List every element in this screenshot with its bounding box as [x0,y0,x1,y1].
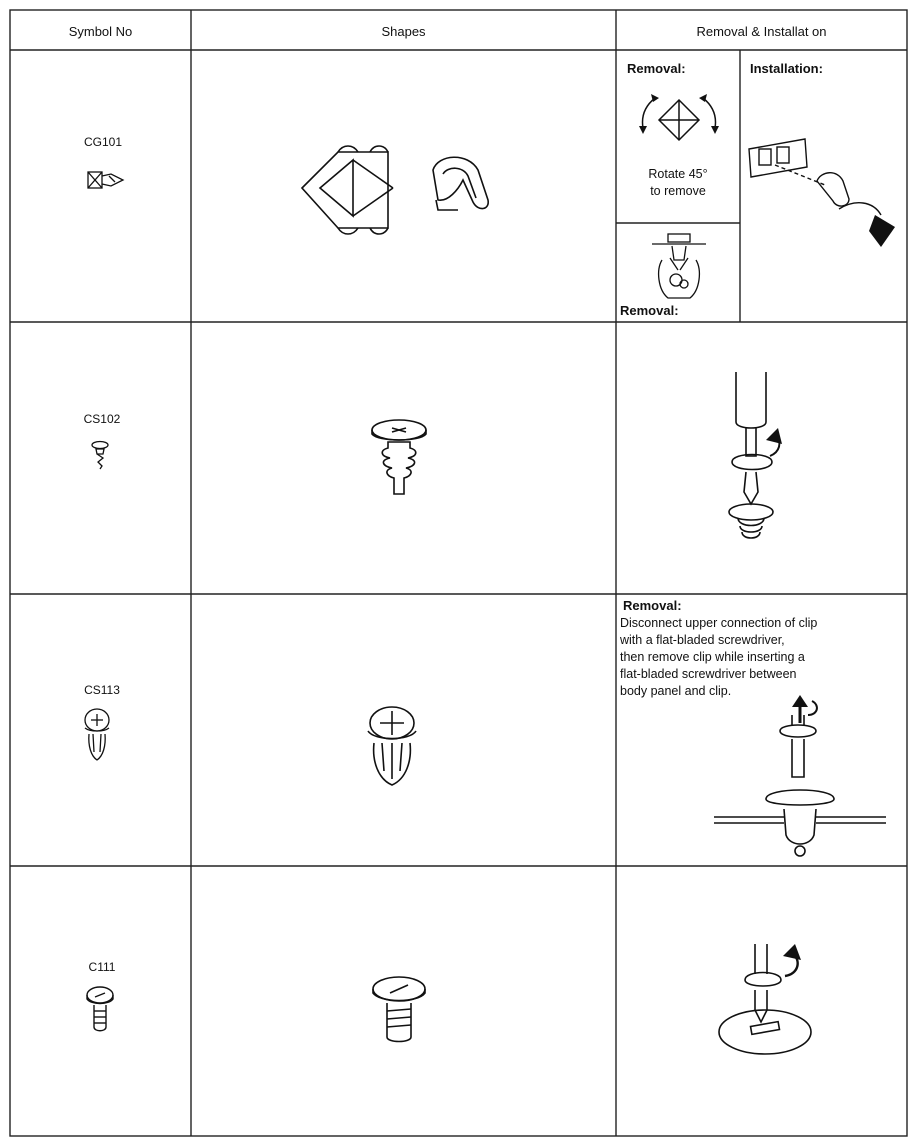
header-shapes: Shapes [381,24,426,39]
removal-label: Removal: [627,61,686,76]
symbol-number: CS102 [83,412,121,426]
header-symbol-no: Symbol No [68,24,133,39]
screwdriver-icon [720,372,800,552]
clip-cg101-icon [85,168,127,196]
rotate-text-line2: to remove [650,184,706,198]
instruction-line-5: body panel and clip. [620,684,732,698]
instruction-line-2: with a flat-bladed screwdriver, [620,633,785,647]
clip-cg101-shape [298,140,508,240]
removal-label-2: Removal: [620,303,679,318]
rotate-arrow-icon [633,88,725,158]
installation-label: Installation: [750,61,823,76]
instruction-line-3: then remove clip while inserting a [620,650,805,664]
symbol-number: C111 [88,960,116,974]
clip-cs113-icon [82,706,112,762]
removal-label: Removal: [623,598,682,613]
screw-c111-icon [85,985,115,1033]
clip-cs113-shape [364,705,420,789]
screw-cs102-icon [91,440,109,470]
symbol-number: CS113 [84,683,120,697]
removal-hand-tool-icon [648,230,710,302]
header-removal-installation: Removal & Installat on [696,24,827,39]
rotate-text-line1: Rotate 45° [648,167,708,181]
screw-cs102-shape [368,418,430,502]
instruction-line-1: Disconnect upper connection of clip [620,616,818,630]
installation-diagram-icon [745,135,900,255]
instruction-line-4: flat-bladed screwdriver between [620,667,797,681]
symbol-number: CG101 [83,135,123,149]
screw-c111-shape [370,975,428,1045]
screwdriver-panel-icon [712,695,892,865]
screwdriver-twist-icon [715,940,835,1060]
